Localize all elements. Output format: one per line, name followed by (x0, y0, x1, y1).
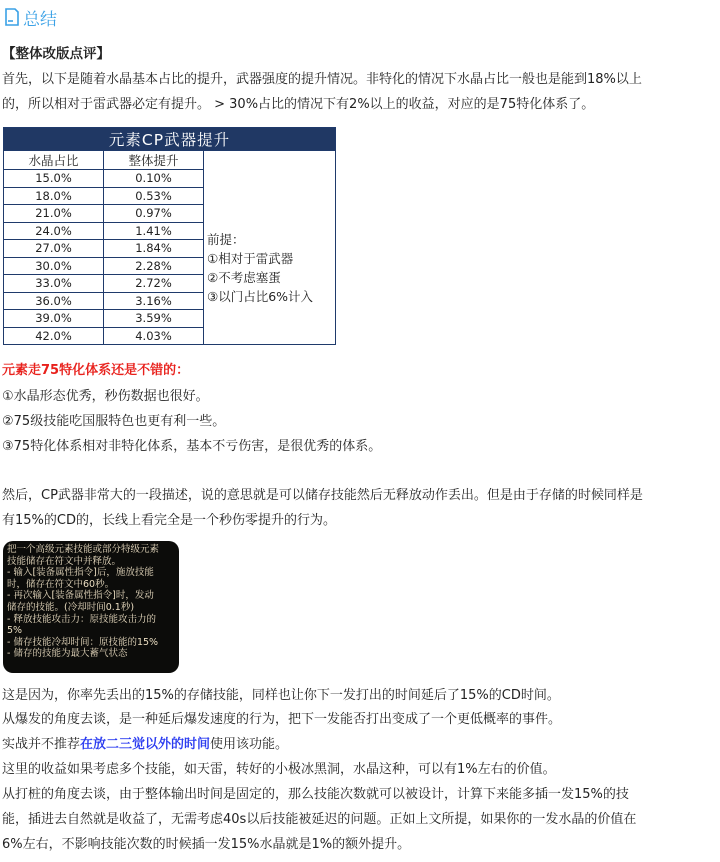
tooltip-line: - 输入[装备属性指令]后，施放技能 (7, 567, 154, 579)
analysis-line-2: 从爆发的角度去谈，是一种延后爆发速度的行为，把下一发能否打出变成了一个更低概率的事件。 (2, 712, 562, 727)
tooltip-line: - 储存技能冷却时间：原技能的15% (7, 636, 159, 648)
cp-desc-line-1: 然后，CP武器非常大的一段描述，说的意思就是可以储存技能然后无释放动作丢出。但是由于存储的时候同样是 (2, 488, 643, 503)
conclusion-item-2: ②75级技能吃国服特色也更有利一些。 (2, 414, 226, 429)
tooltip-line: - 储存的技能为最大蓄气状态 (7, 648, 128, 660)
tooltip-line: - 释放技能攻击力：原技能攻击力的 (7, 613, 156, 625)
intro-line-1: 首先，以下是随着水晶基本占比的提升，武器强度的提升情况。非特化的情况下水晶占比一般也是能到18%以上 (2, 72, 642, 87)
section-title: 总结 (23, 9, 57, 30)
tooltip-line: 5% (7, 625, 23, 637)
highlight-awakening-time: 在放二三觉以外的时间 (80, 737, 211, 752)
analysis-line-1: 这是因为，你率先丢出的15%的存储技能，同样也让你下一发打出的时间延后了15%的CD时间。 (2, 688, 560, 703)
game-tooltip-image (3, 541, 179, 673)
analysis-line-3-pre: 实战并不推荐 (2, 737, 81, 752)
tooltip-line: 时，储存在符文中60秒。 (7, 578, 115, 590)
cell-crystal: 27.0% (4, 240, 104, 258)
cell-gain: 0.53% (104, 187, 204, 205)
tooltip-line: 技能储存在符文中并释放。 (7, 555, 122, 567)
cell-crystal: 18.0% (4, 187, 104, 205)
cell-crystal: 39.0% (4, 310, 104, 328)
document-icon (4, 8, 20, 26)
conclusion-item-3: ③75特化体系相对非特化体系，基本不亏伤害，是很优秀的体系。 (2, 439, 382, 454)
note-1: ①相对于雷武器 (207, 250, 294, 266)
cell-crystal: 24.0% (4, 222, 104, 240)
cell-gain: 2.72% (104, 275, 204, 293)
note-premise: 前提： (207, 231, 245, 247)
cell-gain: 0.97% (104, 205, 204, 223)
cp-desc-line-2: 有15%的CD的，长线上看完全是一个秒伤零提升的行为。 (2, 513, 336, 528)
analysis-line-3 (2, 733, 710, 757)
analysis-line-3-post: 使用该功能。 (210, 737, 289, 752)
cell-gain: 0.10% (104, 170, 204, 188)
review-heading: 【整体改版点评】 (2, 46, 110, 62)
tooltip-line: 储存的技能。(冷却时间0.1秒) (7, 601, 135, 613)
tooltip-line: 把一个高级元素技能或部分特级元素 (7, 544, 160, 555)
note-3: ③以门占比6%计入 (207, 288, 314, 304)
cell-gain: 4.03% (104, 327, 204, 345)
table-notes (204, 151, 336, 345)
cell-crystal: 36.0% (4, 292, 104, 310)
cell-gain: 3.59% (104, 310, 204, 328)
table-caption: 元素CP武器提升 (4, 128, 336, 151)
section-header (4, 4, 57, 30)
conclusion-title: 元素走75特化体系还是不错的： (2, 363, 190, 378)
cell-crystal: 15.0% (4, 170, 104, 188)
analysis-line-5: 从打桩的角度去谈，由于整体输出时间是固定的，那么技能次数就可以被设计，计算下来能多插一发15%的技 (2, 787, 629, 802)
cell-crystal: 33.0% (4, 275, 104, 293)
analysis-line-4: 这里的收益如果考虑多个技能，如天雷，转好的小极冰黑洞，水晶这种，可以有1%左右的价值。 (2, 762, 556, 777)
cp-weapon-table (3, 127, 336, 345)
cell-crystal: 42.0% (4, 327, 104, 345)
table-header-gain: 整体提升 (104, 151, 204, 170)
table-header-crystal: 水晶占比 (4, 151, 104, 170)
note-2: ②不考虑塞蛋 (207, 269, 281, 285)
analysis-line-6: 能，插进去自然就是收益了，无需考虑40s以后技能被延迟的问题。正如上文所提，如果你的一发水晶的价值在 (2, 812, 637, 827)
analysis-line-7: 6%左右，不影响技能次数的时候插一发15%水晶就是1%的额外提升。 (2, 837, 411, 852)
cell-crystal: 30.0% (4, 257, 104, 275)
conclusion-item-1: ①水晶形态优秀，秒伤数据也很好。 (2, 389, 209, 404)
intro-line-2: 的，所以相对于雷武器必定有提升。 > 30%占比的情况下有2%以上的收益，对应的是75特化体系了。 (2, 97, 595, 112)
cell-gain: 1.41% (104, 222, 204, 240)
cell-gain: 3.16% (104, 292, 204, 310)
cell-crystal: 21.0% (4, 205, 104, 223)
tooltip-line: - 再次输入[装备属性指令]时，发动 (7, 590, 154, 602)
cell-gain: 2.28% (104, 257, 204, 275)
cell-gain: 1.84% (104, 240, 204, 258)
